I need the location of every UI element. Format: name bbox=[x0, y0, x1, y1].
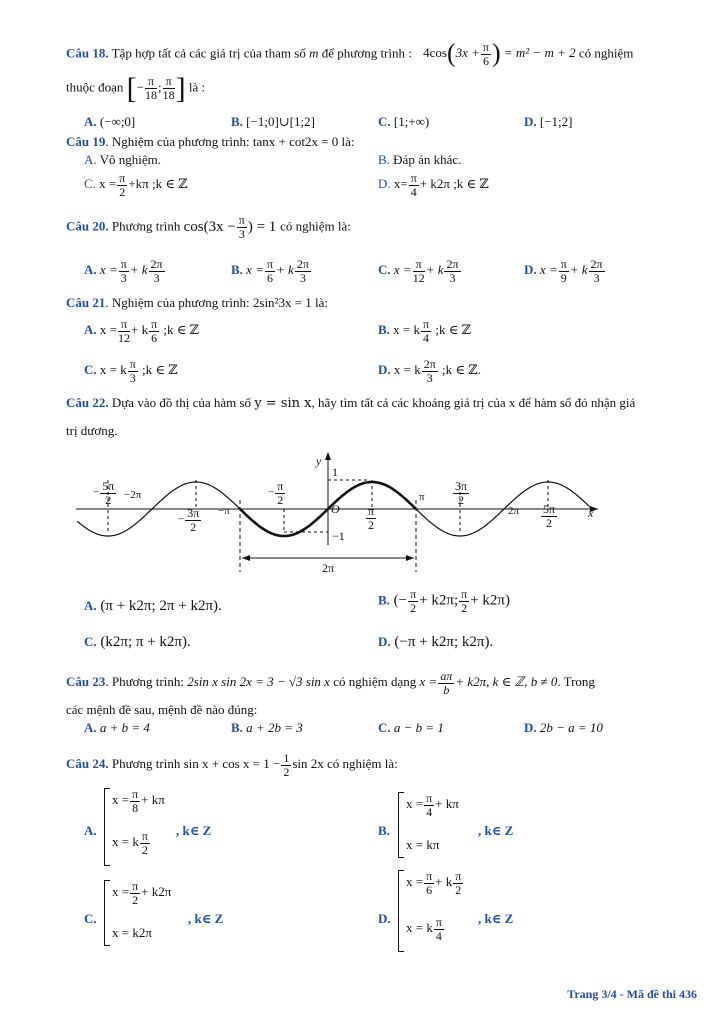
q20-label: Câu 20. bbox=[66, 218, 109, 234]
q21-opt-c-post: ;k ∈ ℤ bbox=[142, 362, 178, 378]
q23-opt-d bbox=[524, 721, 603, 735]
q18-eq-post: = m² − m + 2 bbox=[503, 45, 576, 61]
q21-d-n1: 2π bbox=[423, 357, 436, 371]
tick-m3pi2: − $\frac{3\pi}{2}$ bbox=[178, 506, 200, 534]
q24-opt-c-row1 bbox=[112, 880, 171, 906]
q21-a-n1: π bbox=[118, 318, 130, 332]
q20-b-d2: 3 bbox=[299, 270, 306, 285]
q20-opt-c-key: C. bbox=[378, 262, 391, 278]
q20-stem-b: có nghiệm là: bbox=[280, 218, 351, 234]
q23-stem-d: các mệnh đề sau, mệnh đề nào đúng: bbox=[66, 702, 258, 717]
q23-label: Câu 23 bbox=[66, 674, 106, 690]
q20-opt-c-mid: + k bbox=[425, 262, 444, 278]
q24-opt-b-bracket bbox=[398, 792, 404, 858]
q21-opt-b-pre: x = k bbox=[393, 322, 421, 338]
q20-num: π bbox=[238, 213, 245, 227]
q24-d-r1-pre: x = bbox=[406, 874, 424, 890]
q24-d-r1-d: 6 bbox=[426, 882, 433, 897]
tick-5pi2-d: 2 bbox=[546, 515, 553, 530]
q20-b-n2: 2π bbox=[296, 257, 309, 271]
q20-a-d1: 3 bbox=[120, 270, 127, 285]
q20-c-n2: 2π bbox=[446, 257, 459, 271]
q24-eq-post: sin 2x bbox=[292, 756, 324, 772]
q22-opt-c-text: (k2π; π + k2π). bbox=[100, 634, 191, 650]
q20-opt-b-mid: + k bbox=[276, 262, 294, 278]
tick-5pi2 bbox=[540, 503, 558, 529]
q24-d-r1-mid: + k bbox=[435, 874, 453, 890]
q21-opt-d-post: ;k ∈ ℤ. bbox=[442, 362, 482, 378]
tick-5pi2-n: 5π bbox=[543, 502, 556, 516]
q18-opt-a-text: (−∞;0] bbox=[99, 114, 136, 129]
q21-b-d1: 4 bbox=[423, 330, 430, 345]
q18-label: Câu 18. bbox=[66, 45, 109, 61]
q24-d-r1-n2: π bbox=[455, 869, 462, 883]
q22-stem-c: trị dương. bbox=[66, 423, 118, 438]
tick-2pi: 2π bbox=[508, 505, 520, 517]
tick-m5pi2-d: 2 bbox=[105, 492, 112, 507]
q21-opt-c-key: C. bbox=[84, 362, 97, 378]
q20-c-d1: 12 bbox=[412, 270, 425, 285]
tick-3pi2-n: 3π bbox=[455, 479, 468, 493]
q24-d-r1-d2: 2 bbox=[455, 882, 462, 897]
q20-opt-d-pre: x = bbox=[539, 262, 558, 278]
q23-opt-c-text: a − b = 1 bbox=[393, 720, 444, 735]
tick-pi: π bbox=[419, 491, 425, 503]
q18-stem-d: thuộc đoạn bbox=[66, 79, 124, 95]
q23-opt-d-key: D. bbox=[524, 720, 537, 735]
graph-span-label: 2π bbox=[322, 561, 335, 575]
q23-x-eq: x = bbox=[419, 674, 438, 690]
q19-opt-a-text: Vô nghiệm. bbox=[99, 152, 162, 167]
q20-c-n1: π bbox=[413, 258, 425, 272]
q24-opt-c-key: C. bbox=[84, 911, 97, 926]
q23-opt-d-text: 2b − a = 10 bbox=[539, 720, 603, 735]
q21-opt-d-key: D. bbox=[378, 362, 391, 378]
tick-mpi: −π bbox=[218, 505, 230, 517]
q19-d-num: π bbox=[410, 171, 417, 185]
q19-stem-text: . Nghiệm của phương trình: tanx + cot2x = 0 là: bbox=[105, 134, 355, 149]
tick-pi2-frac bbox=[366, 505, 376, 531]
q23-an: aπ bbox=[440, 669, 453, 683]
tick-5pi2-frac bbox=[541, 503, 557, 529]
span-arrow-left bbox=[242, 555, 250, 561]
q22-b-d1: 2 bbox=[410, 600, 417, 615]
q21-c-n1: π bbox=[129, 357, 136, 371]
tick-mpi2: − $\frac{\pi}{2}$ bbox=[268, 479, 284, 507]
q24-c-r1-frac bbox=[130, 880, 140, 906]
q21-a-d2: 6 bbox=[151, 330, 158, 345]
q18-semi: ; bbox=[158, 79, 162, 95]
tick-mpi2-d: 2 bbox=[277, 492, 284, 507]
q24-a-r1-n: π bbox=[132, 787, 139, 801]
q19-c-den: 2 bbox=[119, 184, 126, 199]
q21-opt-b-key: B. bbox=[378, 322, 390, 338]
q22-opt-c-key: C. bbox=[84, 634, 97, 649]
q24-a-r1-pre: x = bbox=[112, 792, 130, 808]
tick-m5pi2-frac bbox=[100, 480, 116, 506]
q24-a-r2-pre: x = k bbox=[112, 834, 139, 850]
q24-label: Câu 24. bbox=[66, 756, 109, 772]
tick-m3pi2-frac bbox=[185, 507, 201, 533]
q20-b-d1: 6 bbox=[267, 270, 273, 285]
q18-opt-c-text: [1;+∞) bbox=[393, 114, 430, 129]
q22-opt-b-m: + k2π; bbox=[419, 592, 459, 609]
q24-a-r1-d: 8 bbox=[132, 800, 139, 815]
q18-m: m bbox=[309, 45, 319, 61]
q18-fa-den: 18 bbox=[145, 88, 157, 102]
q18-opt-c-key: C. bbox=[378, 114, 391, 129]
q24-eq-pre: sin x + cos x = 1 − bbox=[183, 756, 281, 772]
q23-opt-a bbox=[84, 721, 150, 735]
q24-d-r1-frac2 bbox=[453, 870, 463, 896]
q22-opt-d-key: D. bbox=[378, 634, 391, 649]
q24-opt-a-row1 bbox=[112, 788, 165, 814]
q23-stem-b: có nghiệm dạng bbox=[333, 674, 417, 690]
q24-d-r2-frac bbox=[434, 916, 444, 942]
q20-eq-post: ) = 1 bbox=[247, 218, 277, 235]
q20-eq-pre: cos(3x − bbox=[183, 218, 236, 235]
tick-pi2-d: 2 bbox=[368, 517, 375, 532]
tick-mpi2-frac bbox=[275, 480, 285, 506]
q23-stem-c: . Trong bbox=[557, 674, 595, 690]
q21-opt-b-post: ;k ∈ ℤ bbox=[435, 322, 472, 338]
q19-opt-d-key: D. bbox=[378, 176, 391, 192]
tick-pi2-n: π bbox=[368, 504, 375, 518]
q23-opt-b-key: B. bbox=[231, 720, 243, 735]
q24-opt-b-row2: x = kπ bbox=[406, 837, 440, 852]
q18-den: 6 bbox=[482, 53, 489, 68]
q18-fb-den: 18 bbox=[162, 88, 175, 102]
q20-d-n1: π bbox=[560, 257, 567, 271]
q21-opt-a-post: ;k ∈ ℤ bbox=[163, 322, 200, 338]
q24-opt-b-suffix: , k∈ Z bbox=[478, 823, 514, 838]
q22-stem-a: Dựa vào đồ thị của hàm số bbox=[111, 395, 252, 410]
q20-opt-b-key: B. bbox=[231, 262, 243, 278]
q23-opt-c-key: C. bbox=[378, 720, 391, 735]
q24-b-r1-post: + kπ bbox=[435, 796, 459, 812]
q20-opt-a-pre: x = bbox=[99, 262, 118, 278]
q22-opt-b bbox=[378, 588, 510, 614]
q22-func: y = sin x bbox=[254, 396, 312, 411]
q18-la: là : bbox=[188, 79, 206, 95]
q20-b-n1: π bbox=[266, 257, 274, 271]
q20-d-d2: 3 bbox=[593, 270, 600, 285]
q18-neg: − bbox=[136, 79, 144, 95]
q24-stem-a: Phương trình bbox=[111, 756, 181, 772]
q18-opt-b-text: [−1;0]∪[1;2] bbox=[246, 114, 315, 129]
tick-m3pi2-d: 2 bbox=[190, 519, 197, 534]
q20-den: 3 bbox=[238, 226, 245, 241]
q20-d-n2: 2π bbox=[590, 257, 603, 271]
q24-opt-c-suffix: , k∈ Z bbox=[188, 911, 224, 926]
q18-equation: 4cos(3x + $\frac{\pi}{6}$ ) = m² − m + 2 bbox=[423, 39, 576, 68]
q18-opt-b-key: B. bbox=[231, 114, 243, 129]
q24-opt-c-bracket bbox=[104, 880, 110, 946]
q24-b-r1-pre: x = bbox=[406, 796, 424, 812]
q21-label: Câu 21 bbox=[66, 295, 106, 310]
q21-a-n2: π bbox=[151, 317, 158, 331]
q22-opt-d-text: (−π + k2π; k2π). bbox=[394, 634, 494, 650]
q24-a-r2-n: π bbox=[141, 829, 148, 843]
q18-opt-d-key: D. bbox=[524, 114, 537, 129]
q24-opt-d-bracket bbox=[398, 870, 404, 952]
q23-bd: b bbox=[443, 682, 450, 697]
q20-a-d2: 3 bbox=[153, 270, 160, 285]
q24-stem bbox=[66, 752, 398, 778]
q20-a-n1: π bbox=[120, 257, 127, 271]
q20-opt-b-pre: x = bbox=[246, 262, 264, 278]
q18-fa-num: π bbox=[145, 75, 157, 89]
q22-opt-d bbox=[378, 634, 493, 651]
q22-stem-b: , hãy tìm tất cả các khoảng giá trị của x để hàm số đó nhận giá bbox=[311, 395, 636, 410]
q24-opt-a-key: A. bbox=[84, 823, 97, 838]
q24-opt-b-row1 bbox=[406, 792, 459, 818]
q19-opt-c-key: C. bbox=[84, 176, 96, 192]
q20-a-n2: 2π bbox=[150, 257, 163, 271]
q24-a-r1-frac bbox=[130, 788, 140, 814]
q24-c-r1-post: + k2π bbox=[141, 884, 172, 900]
q24-b-r1-n: π bbox=[426, 791, 433, 805]
q21-d-d1: 3 bbox=[426, 370, 433, 385]
q19-opt-a-key: A. bbox=[84, 152, 97, 167]
q21-b-n1: π bbox=[423, 317, 430, 331]
q23-opt-a-text: a + b = 4 bbox=[99, 720, 150, 735]
q21-opt-a-pre: x = bbox=[99, 322, 117, 338]
q22-opt-b-r: + k2π) bbox=[470, 592, 510, 609]
q24-b-r1-d: 4 bbox=[426, 804, 433, 819]
q24-a-r2-d: 2 bbox=[141, 842, 148, 857]
q21-opt-d-pre: x = k bbox=[393, 362, 421, 378]
tick-m5pi2: − $\frac{5\pi}{2}$ bbox=[93, 479, 115, 507]
tick-3pi2-frac bbox=[453, 480, 469, 506]
q24-opt-d-row2 bbox=[406, 916, 445, 942]
span-arrow-right bbox=[406, 555, 414, 561]
graph-y-label: y bbox=[316, 454, 322, 468]
q24-d-r2-d: 4 bbox=[435, 928, 442, 943]
tick-m3pi2-n: 3π bbox=[187, 506, 200, 520]
q23-frac bbox=[438, 670, 454, 696]
q19-opt-b-text: Đáp án khác. bbox=[393, 152, 462, 167]
q21-stem-text: . Nghiệm của phương trình: 2sin²3x = 1 là: bbox=[105, 295, 329, 310]
q23-stem bbox=[66, 670, 595, 696]
q18-num: π bbox=[482, 40, 489, 55]
q21-opt-c-pre: x = k bbox=[99, 362, 127, 378]
q24-c-r1-pre: x = bbox=[112, 884, 130, 900]
q24-opt-a-bracket bbox=[104, 788, 110, 866]
q22-opt-b-f2 bbox=[459, 588, 469, 614]
q19-opt-d-post: + k2π ;k ∈ ℤ bbox=[419, 176, 489, 192]
q21-opt-a-mid: + k bbox=[130, 322, 149, 338]
tick-pi2 bbox=[365, 505, 377, 531]
graph-x-label: x bbox=[588, 506, 594, 520]
q21-opt-a-key: A. bbox=[84, 322, 97, 338]
q19-opt-d-pre: x= bbox=[393, 176, 408, 192]
q24-opt-a-row2 bbox=[112, 830, 151, 856]
q19-d-den: 4 bbox=[410, 184, 417, 199]
q24-one: 1 bbox=[283, 751, 290, 765]
q20-opt-d-mid: + k bbox=[569, 262, 588, 278]
q24-a-r2-frac bbox=[140, 830, 150, 856]
q24-c-r1-n: π bbox=[132, 879, 139, 893]
tick-m5pi2-n: 5π bbox=[102, 479, 115, 493]
q23-opt-b bbox=[231, 721, 303, 735]
tick-m2pi: −2π bbox=[124, 489, 142, 501]
q19-opt-b-key: B. bbox=[378, 152, 390, 167]
q24-frac bbox=[281, 752, 291, 778]
q22-opt-c bbox=[84, 634, 191, 651]
q21-a-d1: 12 bbox=[117, 330, 130, 345]
q19-c-num: π bbox=[119, 171, 126, 185]
q22-b-n1: π bbox=[410, 587, 417, 601]
page-footer: Trang 3/4 - Mã đề thi 436 bbox=[567, 987, 697, 1001]
q22-b-n2: π bbox=[461, 587, 468, 601]
q18-stem-a: Tập hợp tất cả các giá trị của tham số bbox=[111, 45, 306, 61]
tick-mpi2-n: π bbox=[277, 479, 284, 493]
q24-c-r1-d: 2 bbox=[132, 892, 139, 907]
q24-d-r1-frac1 bbox=[424, 870, 434, 896]
q24-d-r2-pre: x = k bbox=[406, 920, 433, 936]
q24-two: 2 bbox=[283, 764, 290, 779]
graph-minus-one: −1 bbox=[332, 529, 345, 543]
q18-stem-b: để phương trình : bbox=[321, 45, 412, 61]
q24-d-r1-n: π bbox=[426, 869, 433, 883]
q24-opt-d-key: D. bbox=[378, 911, 391, 926]
graph-origin: O bbox=[331, 502, 340, 516]
q18-fb-num: π bbox=[163, 75, 175, 89]
q22-opt-a bbox=[84, 598, 222, 615]
y-axis-arrow bbox=[325, 452, 331, 460]
tick-3pi2 bbox=[452, 480, 470, 506]
q20-opt-c-pre: x = bbox=[393, 262, 412, 278]
q24-opt-d-suffix: , k∈ Z bbox=[478, 911, 514, 926]
q22-opt-b-f1 bbox=[408, 588, 418, 614]
q18-eq-pre: 4cos bbox=[423, 45, 447, 61]
q20-d-d1: 9 bbox=[560, 270, 567, 285]
q23-opt-a-key: A. bbox=[84, 720, 97, 735]
q18-opt-d-text: [−1;2] bbox=[539, 114, 573, 129]
q23-stem-a: . Phương trình: bbox=[105, 674, 184, 690]
q24-opt-b-key: B. bbox=[378, 823, 390, 838]
q21-c-d1: 3 bbox=[129, 370, 136, 385]
q24-b-r1-frac bbox=[424, 792, 434, 818]
q24-stem-b: có nghiệm là: bbox=[327, 756, 398, 772]
q22-label: Câu 22. bbox=[66, 395, 109, 410]
q18-stem-c: có nghiệm bbox=[578, 45, 634, 61]
q24-opt-c-row2: x = k2π bbox=[112, 925, 152, 940]
q23-stem-line2 bbox=[66, 703, 257, 717]
q24-d-r2-n: π bbox=[435, 915, 442, 929]
q20-opt-a-key: A. bbox=[84, 262, 97, 278]
q24-opt-d-row1 bbox=[406, 870, 464, 896]
q18-interval: thuộc đoạn [− $\frac{\pi}{18}$ ; $\frac{\pi}{18}$ ] là : bbox=[66, 72, 206, 105]
q22-opt-a-key: A. bbox=[84, 598, 97, 613]
q22-opt-b-l: (− bbox=[393, 592, 408, 609]
q19-label: Câu 19 bbox=[66, 134, 106, 149]
q19-opt-c-pre: x = bbox=[99, 176, 117, 192]
q22-opt-b-key: B. bbox=[378, 592, 390, 608]
q24-opt-a-suffix: , k∈ Z bbox=[176, 823, 212, 838]
q22-opt-a-text: (π + k2π; 2π + k2π). bbox=[100, 598, 222, 614]
graph-one: 1 bbox=[332, 465, 338, 479]
q18-eq-in: 3x + bbox=[455, 45, 480, 61]
q20-opt-d-key: D. bbox=[524, 262, 537, 278]
tick-3pi2-d: 2 bbox=[458, 492, 465, 507]
q23-eq: 2sin x sin 2x = 3 − √3 sin x bbox=[187, 674, 330, 690]
q23-opt-c bbox=[378, 721, 444, 735]
q18-opt-a-key: A. bbox=[84, 114, 97, 129]
q23-opt-b-text: a + 2b = 3 bbox=[246, 720, 303, 735]
q23-tail: + k2π, k ∈ ℤ, b ≠ 0 bbox=[455, 674, 558, 690]
q24-a-r1-post: + kπ bbox=[141, 792, 165, 808]
q22-b-d2: 2 bbox=[461, 600, 468, 615]
q19-opt-c-post: +kπ ;k ∈ ℤ bbox=[128, 176, 188, 192]
q20-stem-a: Phương trình bbox=[111, 218, 181, 234]
q20-opt-a-mid: + k bbox=[129, 262, 148, 278]
q20-c-d2: 3 bbox=[449, 270, 456, 285]
